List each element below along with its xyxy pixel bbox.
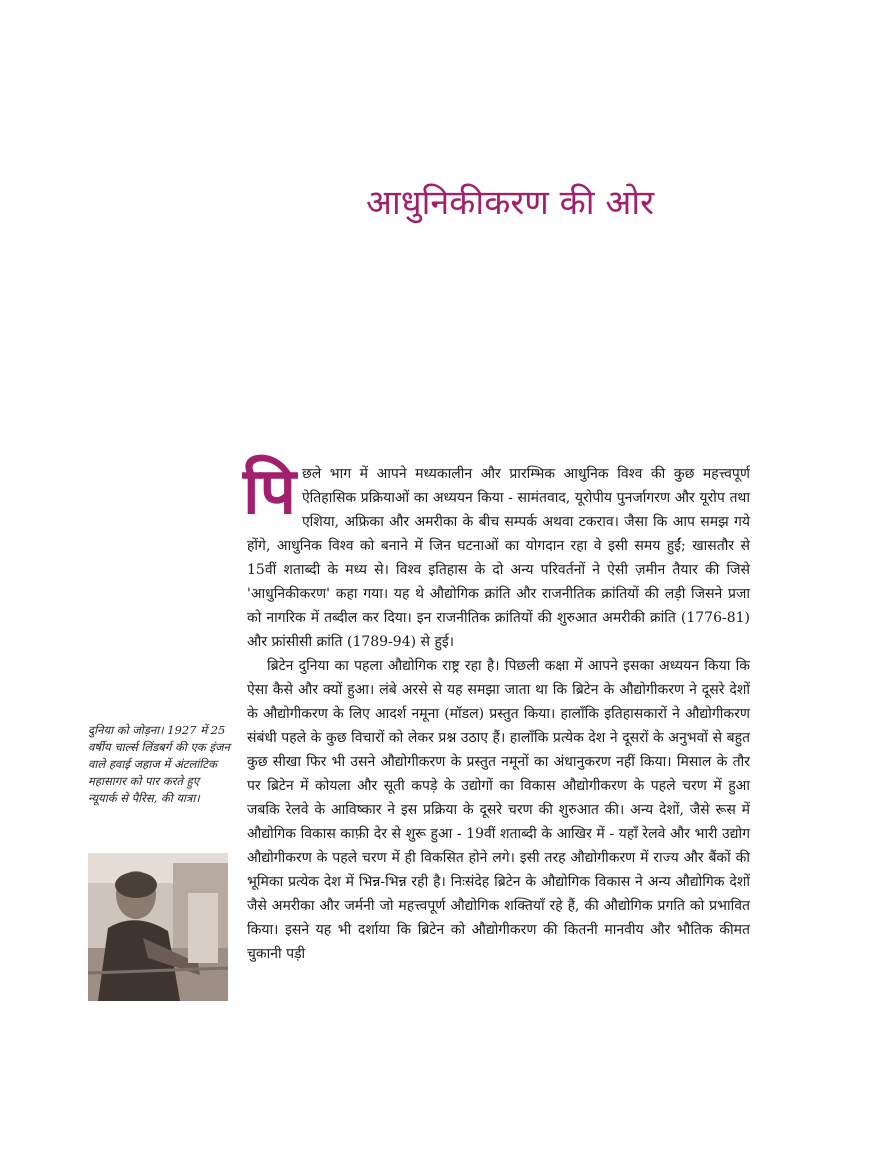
photo-caption: दुनिया को जोड़ना। 1927 में 25 वर्षीय चार्ल्स लिंडबर्ग की एक इंजन वाले हवाई जहाज में अंटलांटिक महासागर को पार करते हुए न्यूयार्क से पैरिस, की यात्रा। [88, 723, 230, 805]
main-text [243, 455, 750, 966]
paragraph-1-text: छले भाग में आपने मध्यकालीन और प्रारम्भिक आधुनिक विश्व की कुछ महत्त्वपूर्ण ऐतिहासिक प्रक्रियाओं का अध्ययन किया - सामंतवाद, यूरोपीय पुनर्जागरण और यूरोप तथा एशिया, अफ्रिका और अमरीका के बीच सम्पर्क अथवा टकराव। जैसा कि आप समझ गये होंगे, आधुनिक विश्व को बनाने में जिन घटनाओं का योगदान रहा वे इसी समय हुईं; खासतौर से 15वीं शताब्दी के मध्य से। विश्व इतिहास के दो अन्य परिवर्तनों ने ऐसी ज़मीन तैयार की जिसे 'आधुनिकीकरण' कहा गया। यह थे औद्योगिक क्रांति और राजनीतिक क्रांतियों की लड़ी जिसने प्रजा को नागरिक में तब्दील कर दिया। इन राजनीतिक क्रांतियों की शुरुआत अमरीकी क्रांति (1776-81) और फ्रांसीसी क्रांति (1789-94) से हुई। [247, 466, 750, 650]
paragraph-2: ब्रिटेन दुनिया का पहला औद्योगिक राष्ट्र रहा है। पिछली कक्षा में आपने इसका अध्ययन किया कि ऐसा कैसे और क्यों हुआ। लंबे अरसे से यह समझा जाता था कि ब्रिटेन के औद्योगीकरण ने दूसरे देशों के औद्योगीकरण के लिए आदर्श नमूना (मॉडल) प्रस्तुत किया। हालाँकि इतिहासकारों ने औद्योगीकरण संबंधी पहले के कुछ विचारों को लेकर प्रश्न उठाए हैं। हालाँकि प्रत्येक देश ने दूसरों के अनुभवों से बहुत कुछ सीखा फिर भी उसने औद्योगीकरण के प्रस्तुत नमूनों का अंधानुकरण नहीं किया। मिसाल के तौर पर ब्रिटेन में कोयला और सूती कपड़े के उद्योगों का विकास औद्योगीकरण के पहले चरण में हुआ जबकि रेलवे के आविष्कार ने इस प्रक्रिया के दूसरे चरण की शुरुआत की। अन्य देशों, जैसे रूस में औद्योगिक विकास काफ़ी देर से शुरू हुआ - 19वीं शताब्दी के आखिर में - यहाँ रेलवे और भारी उद्योग औद्योगीकरण के पहले चरण में ही विकसित होने लगे। इसी तरह औद्योगीकरण में राज्य और बैंकों की भूमिका प्रत्येक देश में भिन्न-भिन्न रही है। निःसंदेह ब्रिटेन के औद्योगिक विकास ने अन्य औद्योगिक देशों जैसे अमरीका और जर्मनी जो महत्त्वपूर्ण औद्योगिक शक्तियाँ रहे हैं, की औद्योगिक प्रगति को प्रभावित किया। इसने यह भी दर्शाया कि ब्रिटेन को औद्योगीकरण की कितनी मानवीय और भौतिक कीमत चुकानी पड़ी [247, 658, 750, 962]
dropcap: पि [243, 455, 296, 529]
paragraph-1 [243, 455, 750, 654]
chapter-title: आधुनिकीकरण की ओर [365, 183, 655, 223]
lindbergh-photo [88, 853, 228, 1001]
